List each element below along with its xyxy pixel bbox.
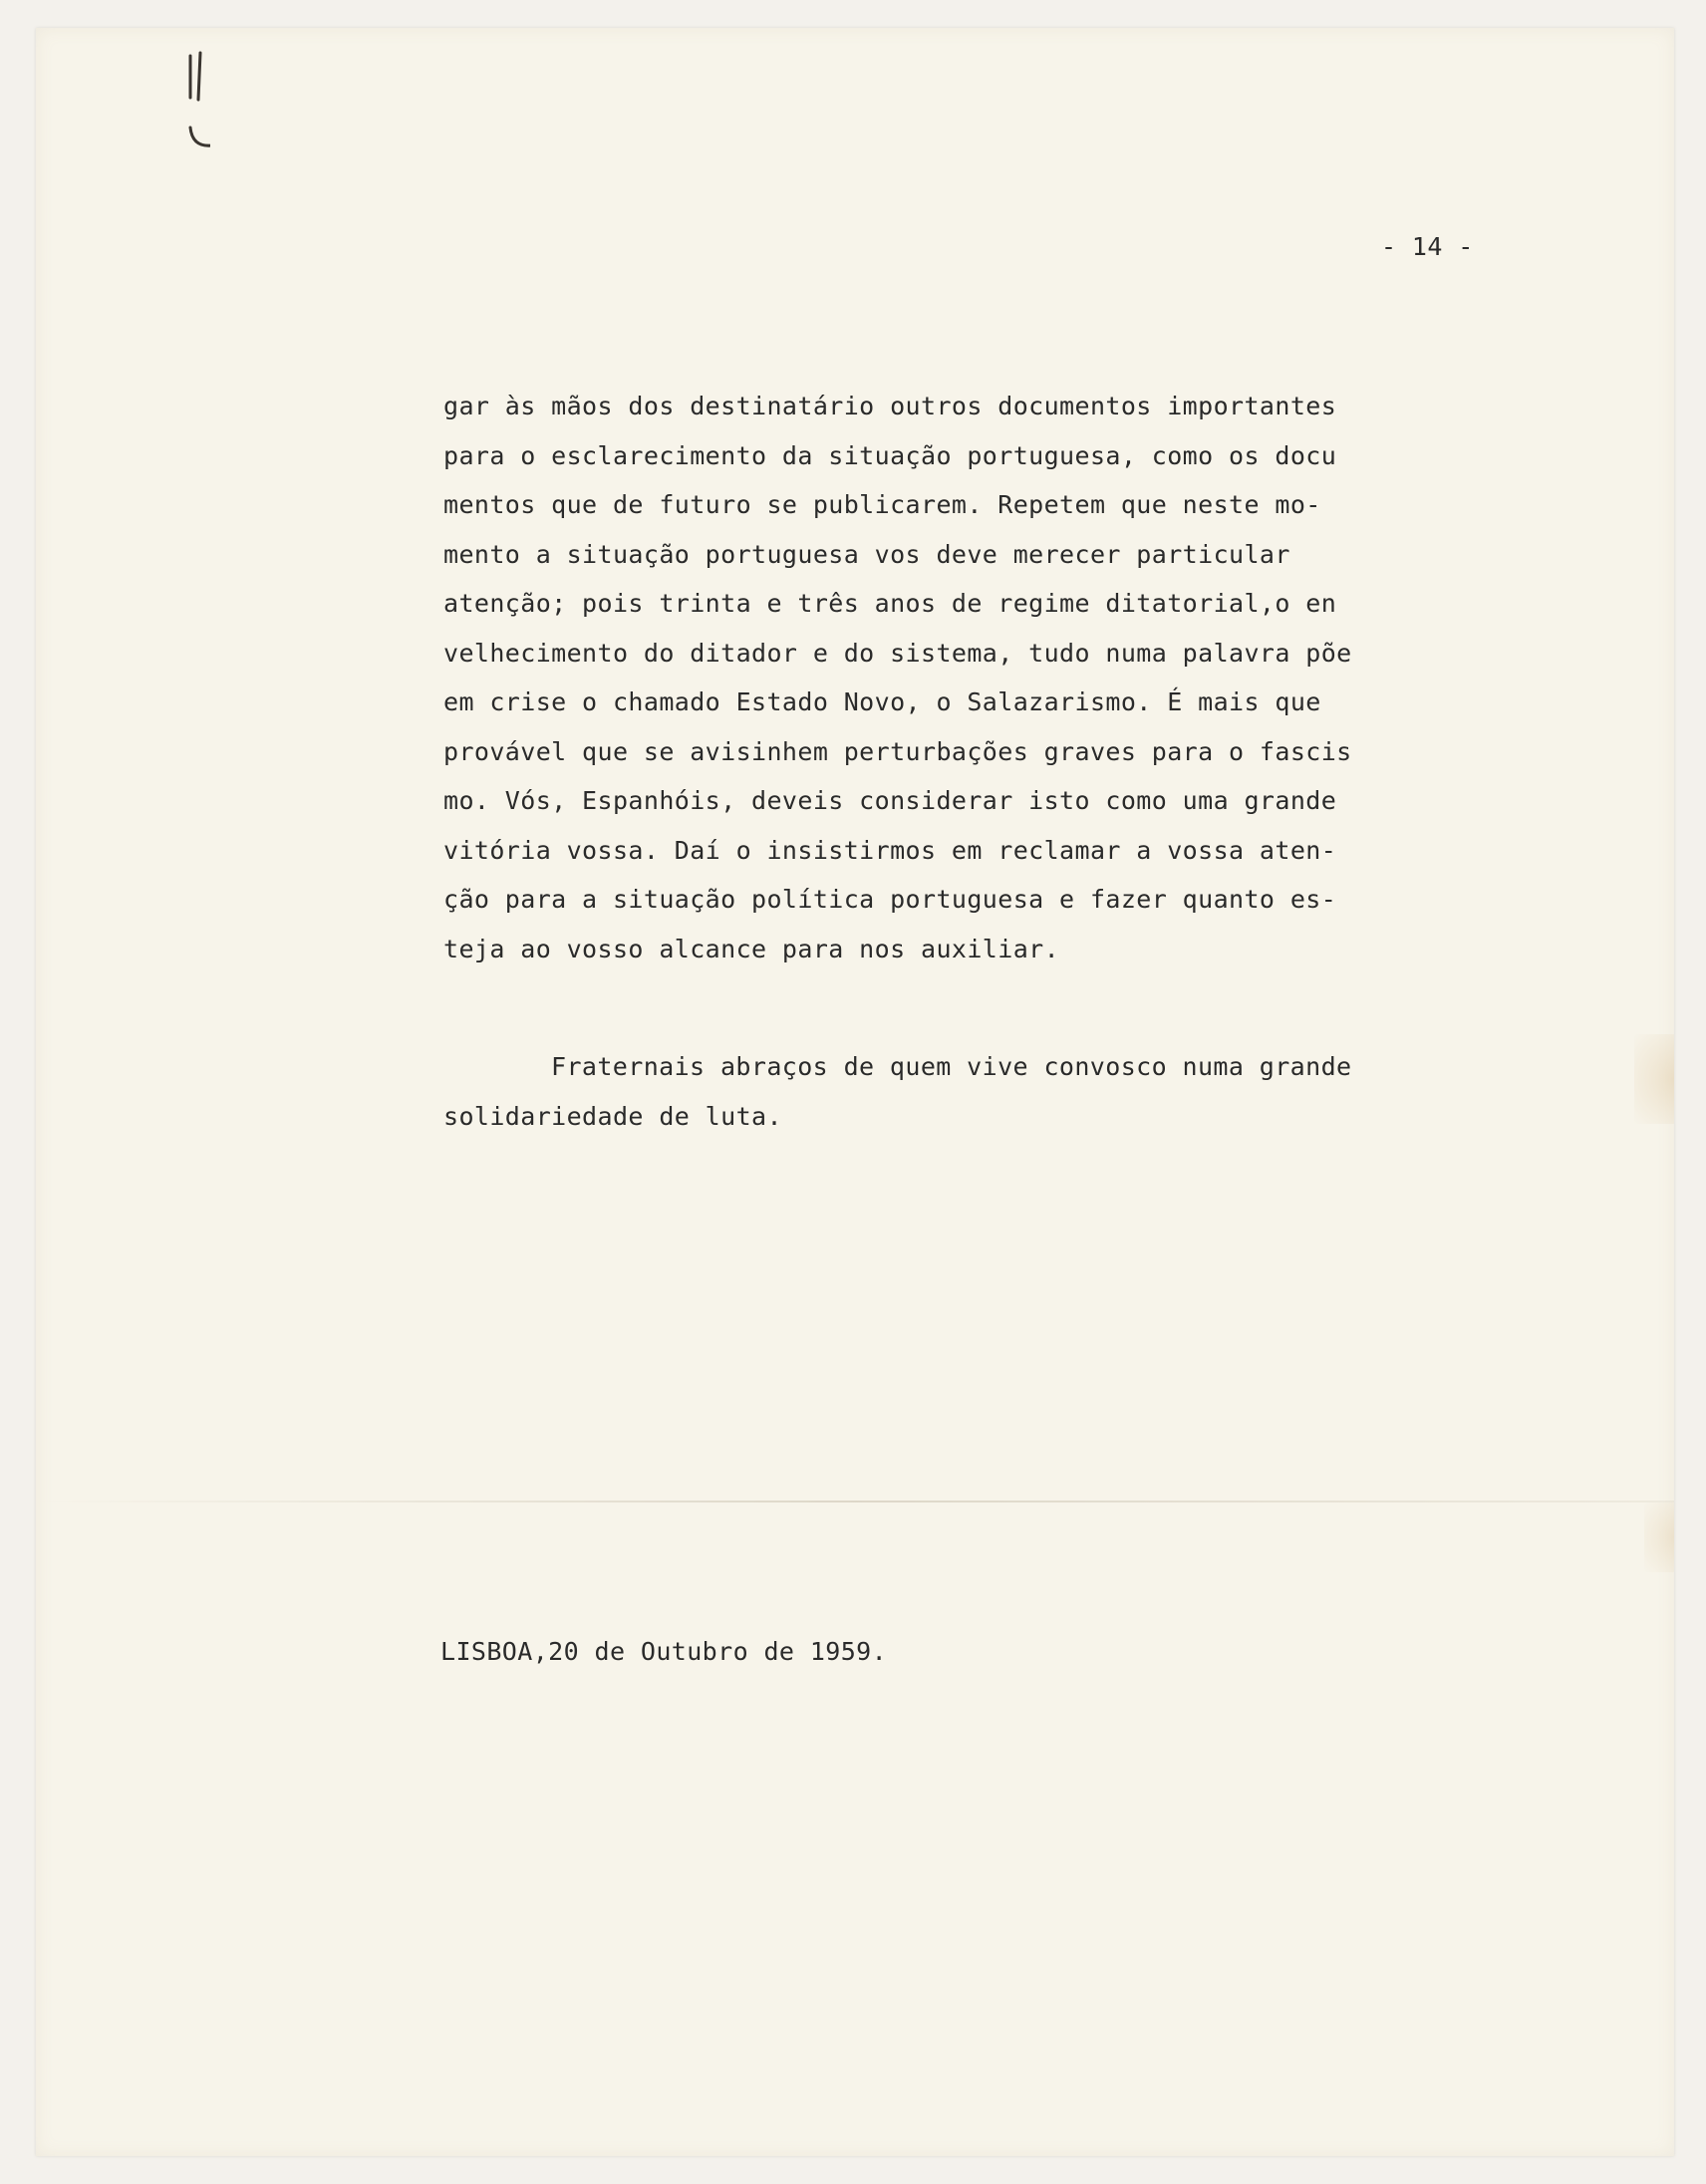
body-line: mento a situação portuguesa vos deve merecer particular — [443, 539, 1290, 569]
paper-stain — [1634, 1034, 1674, 1124]
body-line: atenção; pois trinta e três anos de regime ditatorial,o en — [443, 589, 1337, 618]
body-line: mo. Vós, Espanhóis, deveis considerar isto como uma grande — [443, 786, 1337, 815]
body-line: em crise o chamado Estado Novo, o Salazarismo. É mais que — [443, 687, 1321, 716]
body-line: gar às mãos dos destinatário outros documentos importantes — [443, 392, 1337, 420]
closing-salutation — [443, 1042, 1589, 1141]
body-line: mentos que de futuro se publicarem. Repetem que neste mo- — [443, 490, 1321, 519]
body-line: para o esclarecimento da situação portuguesa, como os docu — [443, 440, 1337, 470]
letter-body — [443, 382, 1589, 973]
body-line: ção para a situação política portuguesa e fazer quanto es- — [443, 885, 1337, 914]
closing-line: Fraternais abraços de quem vive convosco numa grande — [551, 1052, 1352, 1081]
page-number: - 14 - — [1381, 232, 1474, 261]
body-line: vitória vossa. Daí o insistirmos em reclamar a vossa aten- — [443, 835, 1337, 865]
closing-line: solidariedade de luta. — [443, 1101, 782, 1131]
body-line: teja ao vosso alcance para nos auxiliar. — [443, 934, 1060, 963]
body-line: provável que se avisinhem perturbações graves para o fascis — [443, 736, 1352, 766]
body-line: velhecimento do ditador e do sistema, tudo numa palavra põe — [443, 638, 1352, 668]
place-and-date: LISBOA,20 de Outubro de 1959. — [440, 1637, 888, 1666]
paper-fold-line — [36, 1501, 1674, 1502]
paper-stain — [1644, 1502, 1674, 1572]
pencil-mark-icon — [150, 48, 210, 167]
paper-sheet — [36, 28, 1674, 2156]
